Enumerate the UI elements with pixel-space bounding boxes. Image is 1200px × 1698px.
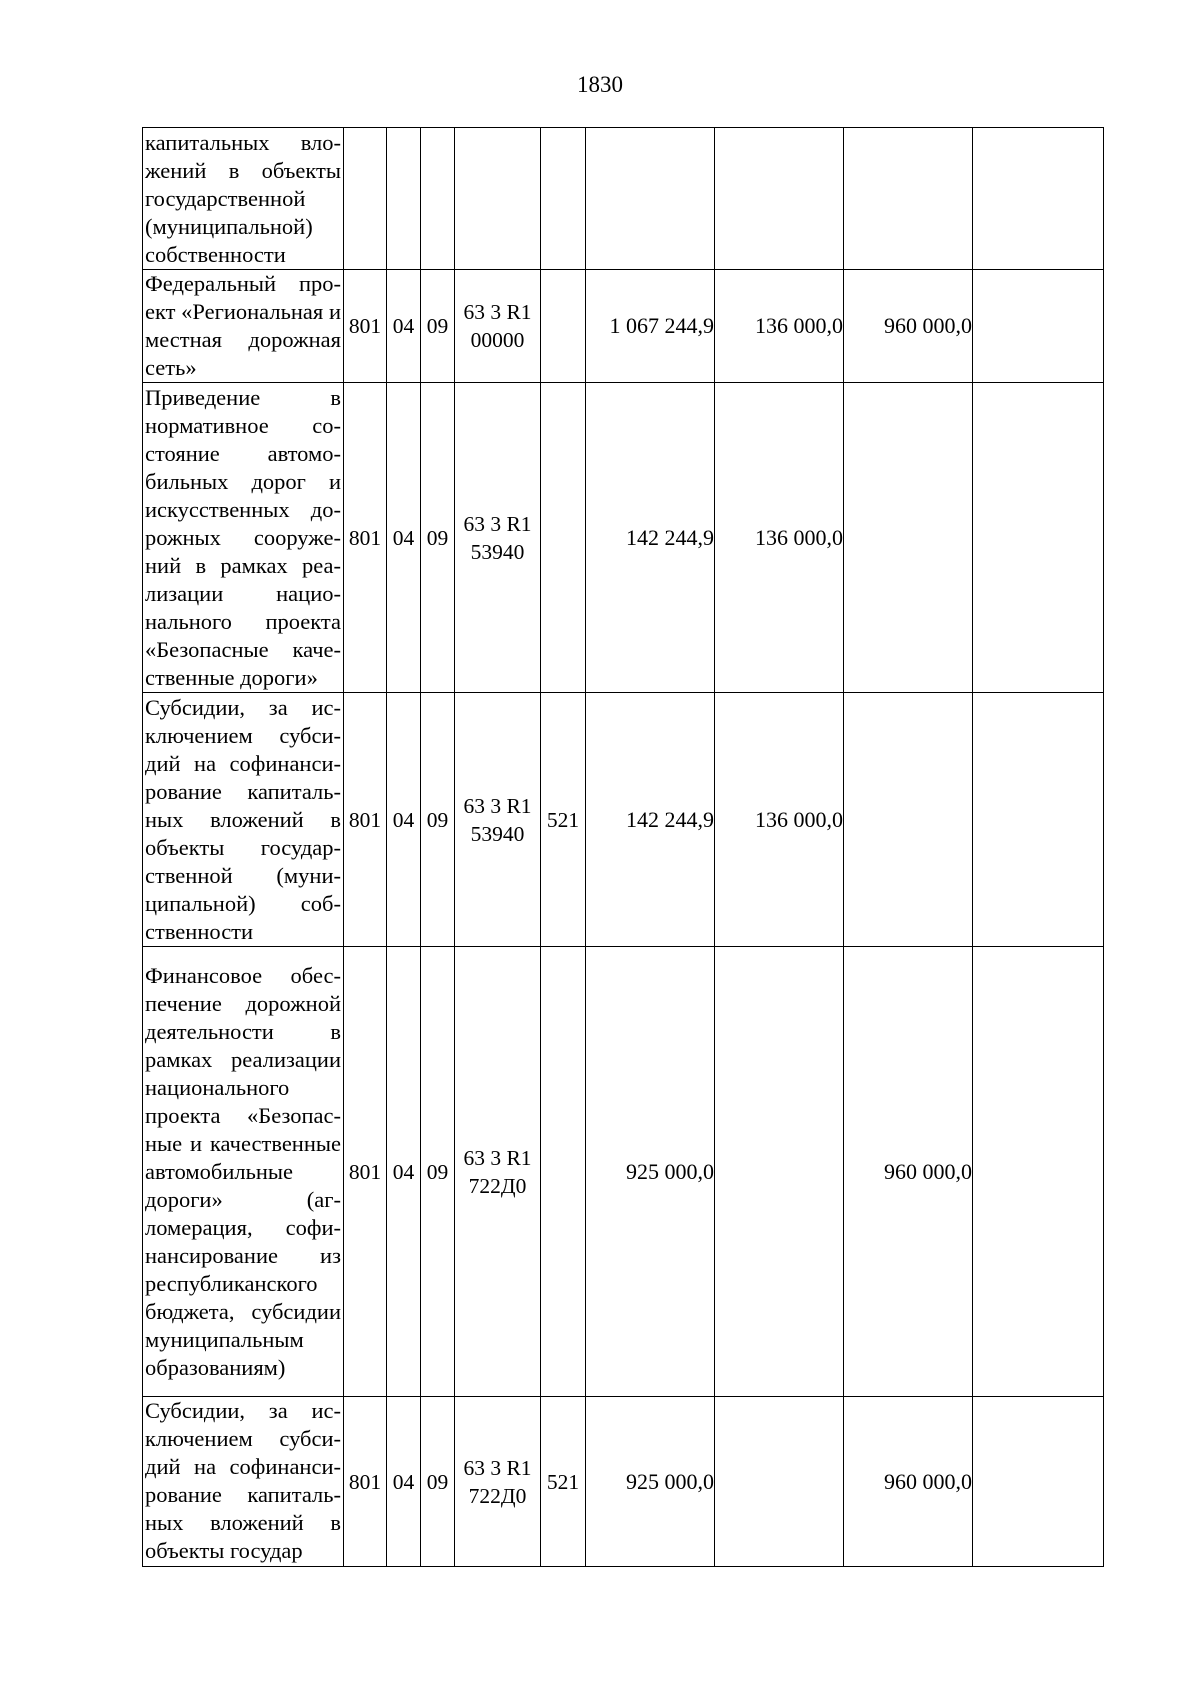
sum4-cell — [973, 947, 1104, 1397]
row-name: Субсидии, за исключением субсидий на софинансирование капитальных вложений в объекты государ — [145, 1398, 341, 1563]
row-name: Финансовое обеспечение дорожной деятельности в рамках реализации национального проекта «Безопасные и качественные автомобильные дороги» (агломерация, софинансирование из республиканского бюджета, субсидии муниципальным образованиям) — [145, 962, 341, 1380]
sum3-cell: 960 000,0 — [844, 270, 973, 383]
grbs-cell: 801 — [344, 270, 387, 383]
sum2-cell — [715, 128, 844, 270]
row-name: Федеральный проект «Региональная и местная дорожная сеть» — [145, 271, 341, 380]
table-row — [143, 383, 1104, 693]
sum2-cell: 136 000,0 — [715, 693, 844, 947]
vr-cell — [541, 947, 586, 1397]
row-name-cell — [143, 693, 344, 947]
rz-cell: 04 — [387, 1397, 421, 1567]
csr-cell — [455, 128, 541, 270]
vr-cell — [541, 270, 586, 383]
row-name-cell — [143, 947, 344, 1397]
csr-cell: 63 3 R1 53940 — [455, 383, 541, 693]
sum1-cell: 925 000,0 — [586, 947, 715, 1397]
sum4-cell — [973, 693, 1104, 947]
vr-cell: 521 — [541, 1397, 586, 1567]
table-row — [143, 1397, 1104, 1567]
sum1-cell: 142 244,9 — [586, 383, 715, 693]
row-name-cell — [143, 128, 344, 270]
csr-cell: 63 3 R1 53940 — [455, 693, 541, 947]
rz-cell: 04 — [387, 270, 421, 383]
pr-cell: 09 — [421, 947, 455, 1397]
row-name: капитальных вложений в объекты государственной (муниципальной) собственности — [145, 129, 341, 267]
sum3-cell — [844, 693, 973, 947]
vr-cell: 521 — [541, 693, 586, 947]
rz-cell: 04 — [387, 383, 421, 693]
row-name-cell — [143, 383, 344, 693]
row-name: Субсидии, за исключением субсидий на софинансирование капитальных вложений в объекты государственной (муниципальной) собственности — [145, 694, 341, 944]
budget-table — [142, 127, 1104, 1567]
pr-cell: 09 — [421, 383, 455, 693]
grbs-cell — [344, 128, 387, 270]
table-row — [143, 947, 1104, 1397]
sum1-cell: 142 244,9 — [586, 693, 715, 947]
sum3-cell: 960 000,0 — [844, 1397, 973, 1567]
csr-cell: 63 3 R1 00000 — [455, 270, 541, 383]
table-row — [143, 270, 1104, 383]
rz-cell: 04 — [387, 693, 421, 947]
sum3-cell: 960 000,0 — [844, 947, 973, 1397]
sum2-cell — [715, 947, 844, 1397]
sum1-cell: 925 000,0 — [586, 1397, 715, 1567]
row-name-cell — [143, 270, 344, 383]
page-number: 1830 — [577, 72, 623, 97]
csr-cell: 63 3 R1 722Д0 — [455, 1397, 541, 1567]
row-name: Приведение в нормативное состояние автомобильных дорог и искусственных дорожных сооружений в рамках реализации национального проекта «Безопасные качественные дороги» — [145, 384, 341, 690]
table-row — [143, 693, 1104, 947]
grbs-cell: 801 — [344, 947, 387, 1397]
pr-cell: 09 — [421, 693, 455, 947]
grbs-cell: 801 — [344, 693, 387, 947]
sum4-cell — [973, 128, 1104, 270]
pr-cell: 09 — [421, 1397, 455, 1567]
sum2-cell: 136 000,0 — [715, 270, 844, 383]
sum2-cell: 136 000,0 — [715, 383, 844, 693]
vr-cell — [541, 383, 586, 693]
sum4-cell — [973, 270, 1104, 383]
table-row — [143, 128, 1104, 270]
sum2-cell — [715, 1397, 844, 1567]
vr-cell — [541, 128, 586, 270]
sum4-cell — [973, 1397, 1104, 1567]
pr-cell: 09 — [421, 270, 455, 383]
rz-cell — [387, 128, 421, 270]
sum3-cell — [844, 383, 973, 693]
sum4-cell — [973, 383, 1104, 693]
csr-cell: 63 3 R1 722Д0 — [455, 947, 541, 1397]
sum1-cell: 1 067 244,9 — [586, 270, 715, 383]
row-name-cell — [143, 1397, 344, 1567]
sum3-cell — [844, 128, 973, 270]
rz-cell: 04 — [387, 947, 421, 1397]
grbs-cell: 801 — [344, 383, 387, 693]
sum1-cell — [586, 128, 715, 270]
pr-cell — [421, 128, 455, 270]
grbs-cell: 801 — [344, 1397, 387, 1567]
